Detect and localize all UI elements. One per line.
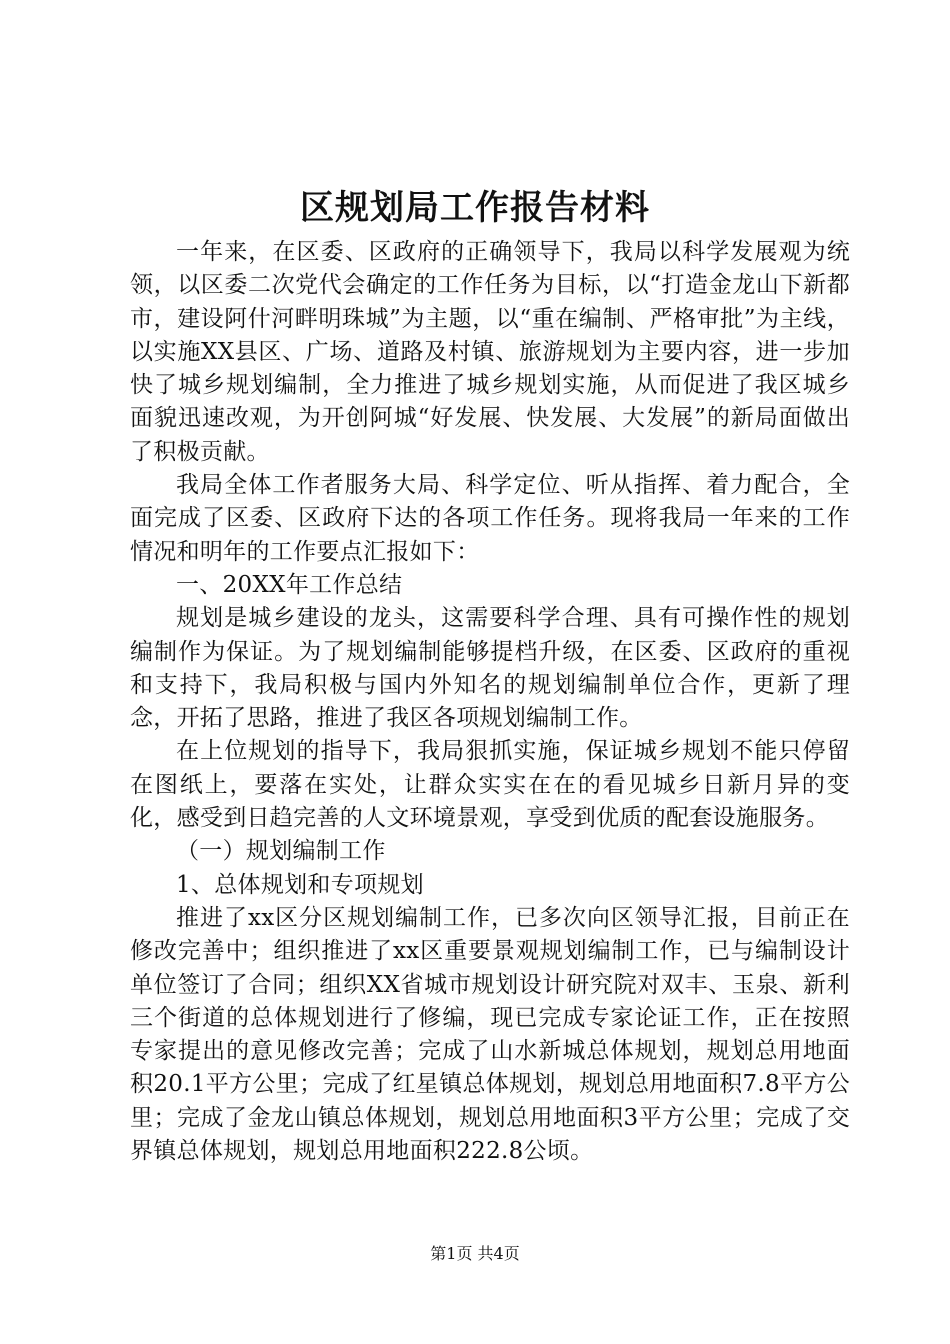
paragraph-planning: 规划是城乡建设的龙头，这需要科学合理、具有可操作性的规划编制作为保证。为了规划编制能够提档升级，在区委、区政府的重视和支持下，我局积极与国内外知名的规划编制单位合作，更新了理念，开拓了思路，推进了我区各项规划编制工作。 xyxy=(130,605,850,732)
document-title: 区规划局工作报告材料 xyxy=(300,188,650,228)
subsection-heading: （一）规划编制工作 xyxy=(176,838,386,865)
paragraph-summary: 我局全体工作者服务大局、科学定位、听从指挥、着力配合，全面完成了区委、区政府下达的各项工作任务。现将我局一年来的工作情况和明年的工作要点汇报如下： xyxy=(130,472,850,565)
page-footer: 第1页 共4页 xyxy=(430,1244,520,1263)
document-body xyxy=(130,236,850,1168)
item-heading: 1、总体规划和专项规划 xyxy=(176,871,424,898)
paragraph-implementation: 在上位规划的指导下，我局狠抓实施，保证城乡规划不能只停留在图纸上，要落在实处，让群众实实在在的看见城乡日新月异的变化，感受到日趋完善的人文环境景观，享受到优质的配套设施服务。 xyxy=(130,738,850,832)
paragraph-details: 推进了xx区分区规划编制工作，已多次向区领导汇报，目前正在修改完善中；组织推进了xx区重要景观规划编制工作，已与编制设计单位签订了合同；组织XX省城市规划设计研究院对双丰、玉泉、新利三个街道的总体规划进行了修编，现已完成专家论证工作，正在按照专家提出的意见修改完善；完成了山水新城总体规划，规划总用地面积20.1平方公里；完成了红星镇总体规划，规划总用地面积7.8平方公里；完成了金龙山镇总体规划，规划总用地面积3平方公里；完成了交界镇总体规划，规划总用地面积222.8公顷。 xyxy=(130,904,850,1165)
paragraph-intro: 一年来，在区委、区政府的正确领导下，我局以科学发展观为统领，以区委二次党代会确定的工作任务为目标，以“打造金龙山下新都市，建设阿什河畔明珠城”为主题，以“重在编制、严格审批”为主线，以实施XX县区、广场、道路及村镇、旅游规划为主要内容，进一步加快了城乡规划编制，全力推进了城乡规划实施，从而促进了我区城乡面貌迅速改观，为开创阿城“好发展、快发展、大发展”的新局面做出了积极贡献。 xyxy=(130,239,850,465)
section-heading: 一、20XX年工作总结 xyxy=(176,571,403,598)
